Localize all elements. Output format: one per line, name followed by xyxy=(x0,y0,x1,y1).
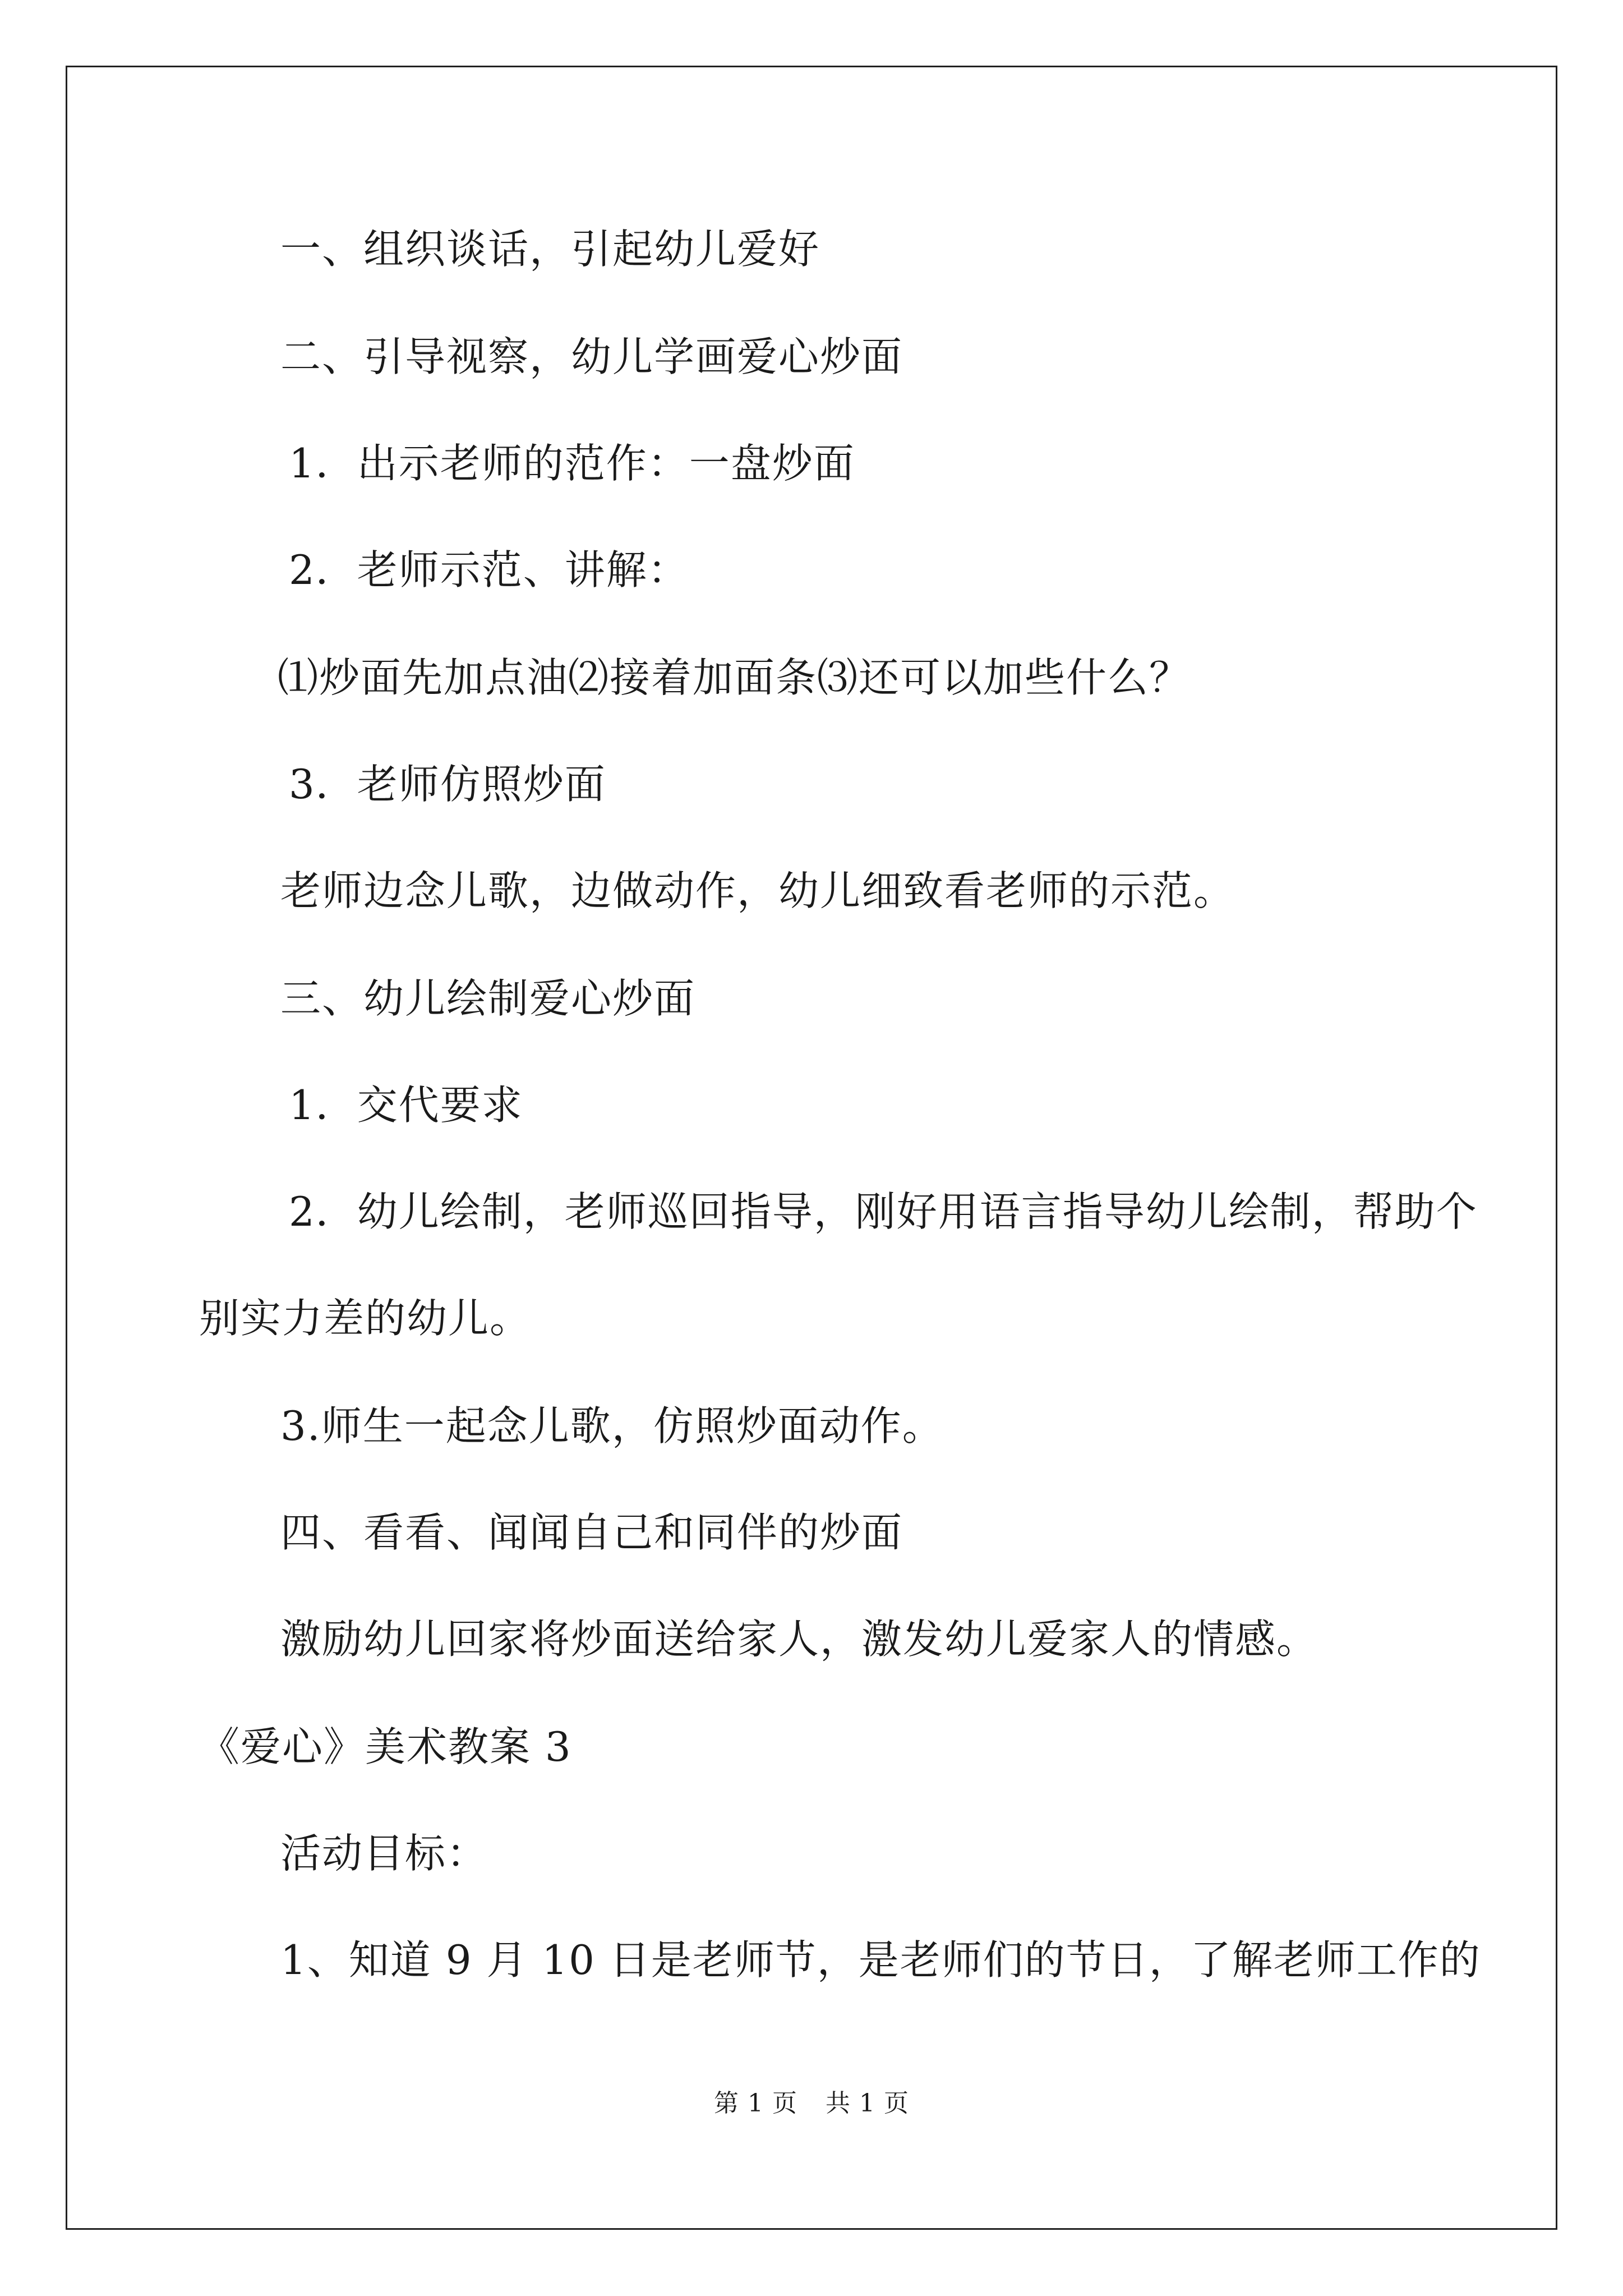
heading-look-smell: 四、看看、闻闻自己和同伴的炒面 xyxy=(280,1509,903,1556)
step-children-drawing: 2．幼儿绘制，老师巡回指导，刚好用语言指导幼儿绘制，帮助个 xyxy=(289,1188,1478,1235)
heading-children-draw: 三、幼儿绘制爱心炒面 xyxy=(280,975,696,1022)
step-children-drawing-cont: 别实力差的幼儿。 xyxy=(199,1295,532,1342)
heading-activity-goals: 活动目标： xyxy=(280,1830,488,1877)
heading-organize-talk: 一、组织谈话，引起幼儿爱好 xyxy=(280,226,820,273)
page-border xyxy=(66,66,1557,2230)
step-show-sample: 1．出示老师的范作：一盘炒面 xyxy=(289,440,855,487)
paragraph-teacher-chant: 老师边念儿歌，边做动作，幼儿细致看老师的示范。 xyxy=(280,867,1235,914)
paragraph-encourage: 激励幼儿回家将炒面送给家人，激发幼儿爱家人的情感。 xyxy=(280,1616,1318,1663)
page-number-total: 共 1 页 xyxy=(826,2089,909,2118)
step-chant-together: 3.师生一起念儿歌，仿照炒面动作。 xyxy=(280,1402,944,1450)
page-footer xyxy=(0,2088,1623,2119)
page-number-current: 第 1 页 xyxy=(714,2089,797,2118)
step-imitate: 3．老师仿照炒面 xyxy=(289,761,606,808)
section-title-lesson-3: 《爱心》美术教案 3 xyxy=(199,1723,572,1770)
demo-substeps: ⑴炒面先加点油⑵接着加面条⑶还可以加些什么？ xyxy=(278,654,1191,701)
step-teacher-demo: 2．老师示范、讲解： xyxy=(289,546,689,593)
step-requirements: 1．交代要求 xyxy=(289,1082,523,1129)
goal-item-1: 1、知道 9 月 10 日是老师节，是老师们的节日，了解老师工作的 xyxy=(280,1936,1481,1984)
heading-guide-observe: 二、引导视察，幼儿学画爱心炒面 xyxy=(280,333,903,380)
